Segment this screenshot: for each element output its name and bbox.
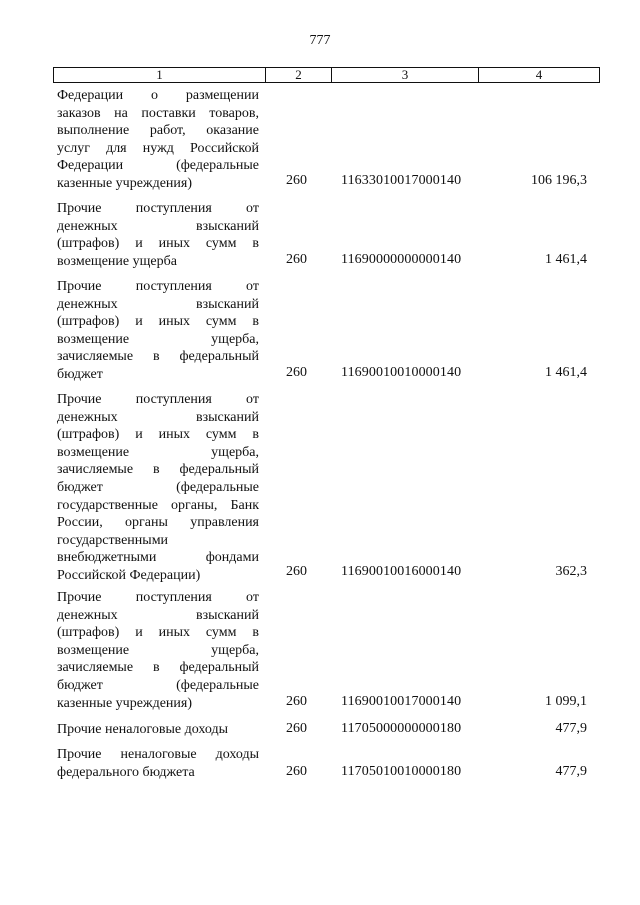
header-col-4: 4 (535, 67, 543, 82)
description-line: (штрафов) и иных сумм в (57, 427, 259, 443)
description-line: внебюджетными фондами (57, 550, 259, 566)
row-amount: 106 196,3 (531, 173, 587, 188)
description-line: федерального бюджета (57, 764, 195, 780)
row-kbk: 11690010016000140 (341, 564, 462, 579)
description-line: бюджет (57, 366, 103, 382)
description-line: бюджет (федеральные (57, 677, 259, 693)
description-line: (штрафов) и иных сумм в (57, 314, 259, 330)
row-code: 260 (286, 564, 307, 579)
description-line: государственными (57, 532, 169, 548)
row-description (57, 746, 259, 781)
row-kbk: 11705000000000180 (341, 721, 462, 736)
description-line: зачисляемые в федеральный (57, 349, 259, 365)
row-description (57, 278, 259, 384)
description-line: Федерации (федеральные (57, 158, 259, 174)
description-line: казенные учреждения) (57, 175, 193, 191)
description-line: Прочие неналоговые доходы (57, 747, 259, 762)
row-kbk: 11690000000000140 (341, 252, 462, 267)
description-line: Прочие поступления от (57, 590, 259, 605)
page-number: 777 (309, 33, 331, 48)
description-line: Прочие поступления от (57, 201, 259, 216)
row-kbk: 11690010010000140 (341, 365, 462, 380)
description-line: (штрафов) и иных сумм в (57, 625, 259, 641)
description-line: Российской Федерации) (57, 567, 201, 583)
row-code: 260 (286, 365, 307, 380)
description-line: возмещение ущерба (57, 253, 177, 269)
row-description (57, 391, 259, 585)
description-line: бюджет (федеральные (57, 479, 259, 495)
description-line: зачисляемые в федеральный (57, 462, 259, 478)
header-col-3: 3 (332, 68, 479, 82)
description-line: услуг для нужд Российской (57, 140, 259, 156)
row-amount: 362,3 (555, 564, 587, 579)
description-line: Прочие поступления от (57, 279, 259, 294)
description-line: государственные органы, Банк (57, 497, 259, 513)
row-amount: 477,9 (555, 721, 587, 736)
row-description (57, 589, 259, 712)
description-line: выполнение работ, оказание (57, 123, 259, 139)
description-line: возмещение ущерба, (57, 444, 259, 460)
row-amount: 1 461,4 (545, 252, 587, 267)
description-line: денежных взысканий (57, 218, 259, 234)
row-code: 260 (286, 721, 307, 736)
description-line: возмещение ущерба, (57, 642, 259, 658)
description-line: Федерации о размещении (57, 88, 259, 103)
description-line: возмещение ущерба, (57, 331, 259, 347)
row-kbk: 11705010010000180 (341, 764, 462, 779)
row-kbk: 11690010017000140 (341, 694, 462, 709)
description-line: Прочие поступления от (57, 392, 259, 407)
description-line: России, органы управления (57, 515, 259, 531)
row-description (57, 721, 259, 739)
row-description (57, 87, 259, 193)
row-amount: 477,9 (555, 764, 587, 779)
row-code: 260 (286, 173, 307, 188)
description-line: заказов на поставки товаров, (57, 105, 259, 121)
description-line: денежных взысканий (57, 409, 259, 425)
description-line: казенные учреждения) (57, 695, 193, 711)
description-line: зачисляемые в федеральный (57, 660, 259, 676)
row-description (57, 200, 259, 270)
row-code: 260 (286, 252, 307, 267)
header-col-2: 2 (266, 68, 332, 82)
table-header (53, 67, 600, 83)
row-code: 260 (286, 694, 307, 709)
description-line: (штрафов) и иных сумм в (57, 236, 259, 252)
description-line: денежных взысканий (57, 607, 259, 623)
row-amount: 1 461,4 (545, 365, 587, 380)
description-line: Прочие неналоговые доходы (57, 722, 229, 737)
row-code: 260 (286, 764, 307, 779)
description-line: денежных взысканий (57, 296, 259, 312)
header-col-1: 1 (54, 68, 266, 82)
row-amount: 1 099,1 (545, 694, 587, 709)
row-kbk: 11633010017000140 (341, 173, 462, 188)
